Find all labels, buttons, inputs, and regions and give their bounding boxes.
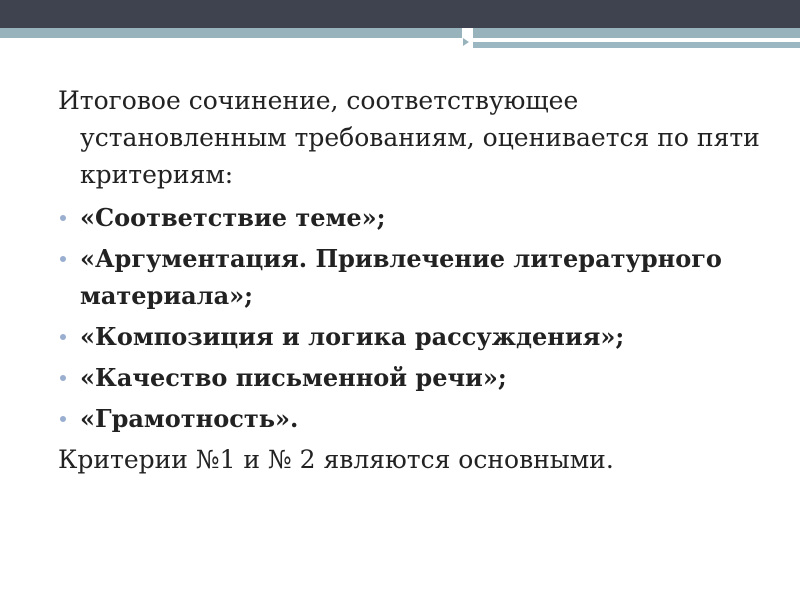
criteria-item-3 xyxy=(58,318,778,355)
criteria-item-text: «Качество письменной речи»; xyxy=(80,363,507,392)
slide-content xyxy=(58,82,778,478)
accent-stripe-left xyxy=(0,28,462,38)
criteria-item-text: «Композиция и логика рассуждения»; xyxy=(80,322,625,351)
top-header-band xyxy=(0,0,800,28)
criteria-item-text: «Грамотность». xyxy=(80,404,299,433)
accent-stripe-right-top xyxy=(473,28,800,38)
closing-paragraph: Критерии №1 и № 2 являются основными. xyxy=(58,445,614,474)
criteria-item-text: «Аргументация. Привлечение литературного материала»; xyxy=(80,244,722,310)
criteria-item-2 xyxy=(58,240,778,314)
bullet-icon xyxy=(60,416,66,422)
criteria-item-1 xyxy=(58,199,778,236)
criteria-item-5 xyxy=(58,400,778,437)
accent-stripes xyxy=(0,28,800,56)
bullet-icon xyxy=(60,334,66,340)
criteria-list xyxy=(58,199,778,437)
bullet-icon xyxy=(60,375,66,381)
criteria-item-4 xyxy=(58,359,778,396)
criteria-item-text: «Соответствие теме»; xyxy=(80,203,386,232)
arrow-marker-icon xyxy=(463,38,469,46)
intro-paragraph: Итоговое сочинение, соответствующее установленным требованиям, оценивается по пяти критериям: xyxy=(58,86,760,189)
bullet-icon xyxy=(60,215,66,221)
accent-stripe-right-bottom xyxy=(473,42,800,48)
bullet-icon xyxy=(60,256,66,262)
